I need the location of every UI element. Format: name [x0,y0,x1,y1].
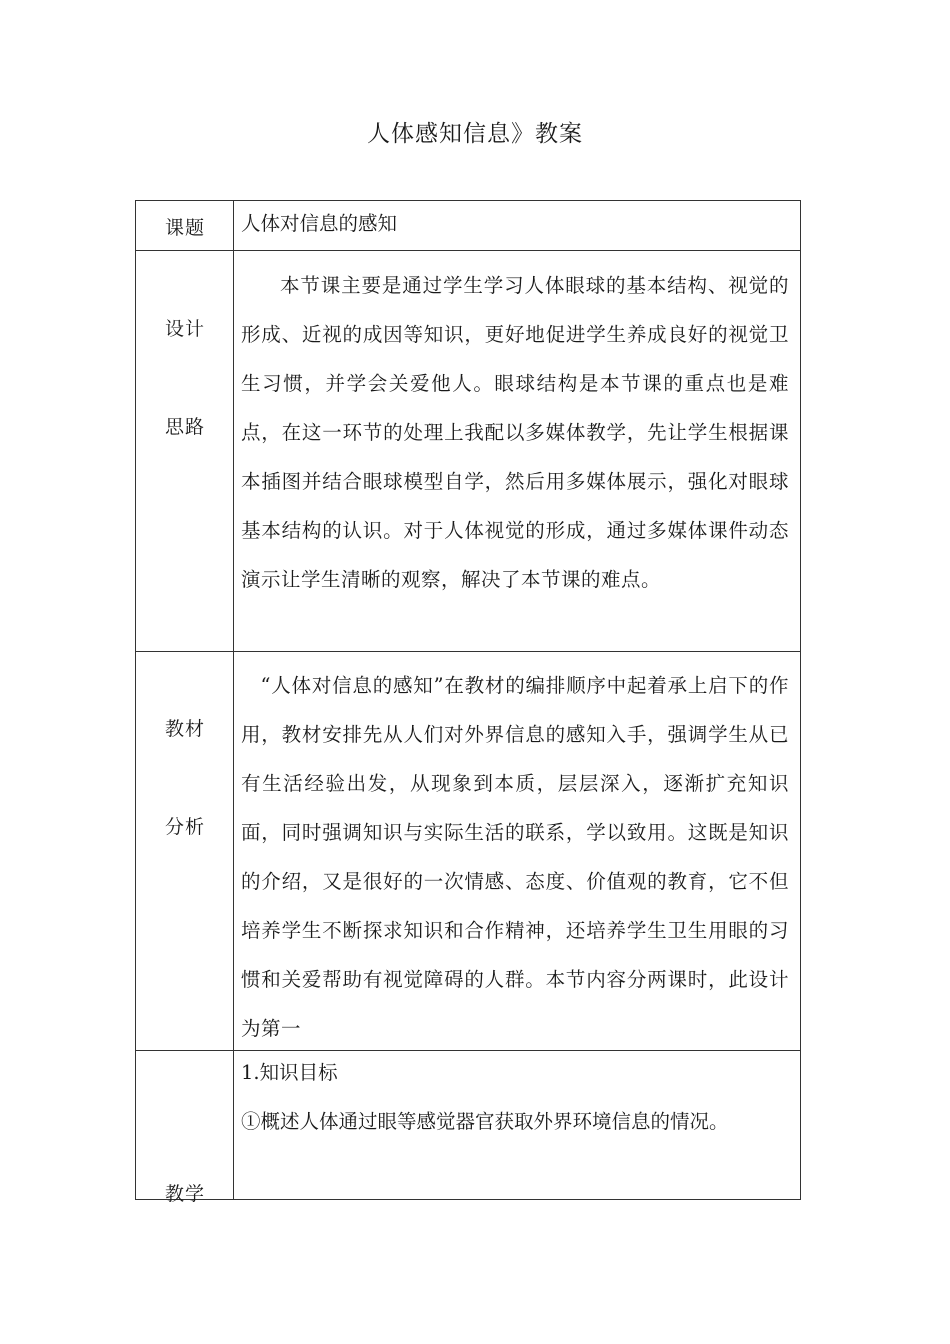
material-label-line1: 教材 [164,718,205,740]
material-label-cell [136,652,234,1050]
goals-row [136,1051,800,1205]
design-label-line1: 设计 [164,318,205,340]
material-row [136,652,800,1051]
topic-row [136,201,800,251]
material-label-line2: 分析 [164,816,205,838]
design-label-cell [136,251,234,651]
goals-content-cell [234,1051,800,1199]
material-content-cell [234,652,800,1050]
goals-heading: 1.知识目标 [241,1061,338,1084]
goals-label-cell [136,1051,234,1205]
goals-label: 教学 [164,1183,205,1205]
design-paragraph: 本节课主要是通过学生学习人体眼球的基本结构、视觉的形成、近视的成因等知识，更好地促进学生养成良好的视觉卫生习惯，并学会关爱他人。眼球结构是本节课的重点也是难点，在这一环节的处理上我配以多媒体教学，先让学生根据课本插图并结合眼球模型自学，然后用多媒体展示，强化对眼球基本结构的认识。对于人体视觉的形成，通过多媒体课件动态演示让学生清晰的观察，解决了本节课的难点。 [241,274,789,591]
design-content-cell [234,251,800,651]
goals-item-1: ①概述人体通过眼等感觉器官获取外界环境信息的情况。 [241,1110,729,1133]
design-label-line2: 思路 [164,416,205,438]
document-title: 人体感知信息》教案 [367,121,583,147]
topic-value: 人体对信息的感知 [241,212,398,235]
topic-content-cell [234,201,800,250]
topic-label: 课题 [164,217,205,239]
material-paragraph: “人体对信息的感知”在教材的编排顺序中起着承上启下的作用，教材安排先从人们对外界信息的感知入手，强调学生从已有生活经验出发，从现象到本质，层层深入，逐渐扩充知识面，同时强调知识与实际生活的联系，学以致用。这既是知识的介绍，又是很好的一次情感、态度、价值观的教育，它不但培养学生不断探求知识和合作精神，还培养学生卫生用眼的习惯和关爱帮助有视觉障碍的人群。本节内容分两课时，此设计为第一 [241,674,789,1040]
design-row [136,251,800,652]
topic-label-cell [136,201,234,250]
lesson-plan-table [135,200,801,1205]
